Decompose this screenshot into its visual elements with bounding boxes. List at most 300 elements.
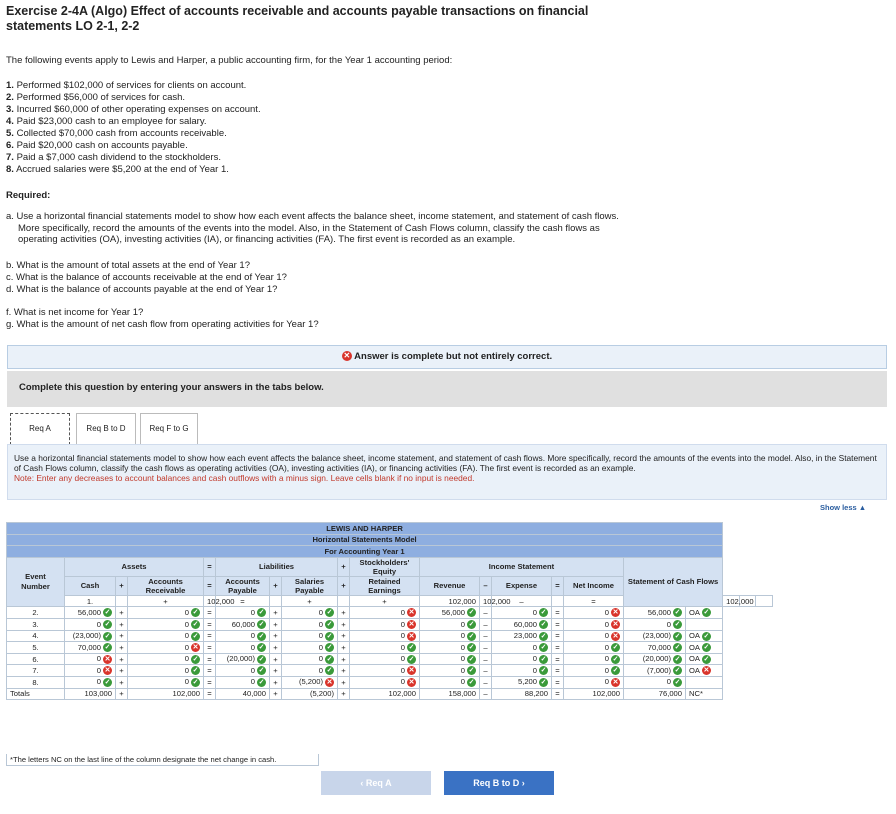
retained-earnings-cell (350, 688, 420, 700)
cash-cell[interactable] (65, 665, 116, 677)
correct-icon: ✓ (703, 632, 710, 640)
equals-symbol (552, 676, 564, 688)
accounts-payable-cell[interactable] (216, 642, 270, 654)
event-number-cell (7, 653, 65, 665)
cash-cell[interactable] (65, 653, 116, 665)
correct-icon: ✓ (408, 644, 415, 652)
model-company: LEWIS AND HARPER (7, 523, 723, 535)
cash-cell-value: 103,000 (84, 689, 112, 699)
incorrect-icon: ✕ (326, 678, 333, 686)
event-number: 7. (6, 152, 14, 163)
revenue-cell[interactable] (480, 595, 511, 607)
equals-symbol-value: = (555, 631, 560, 641)
revenue-cell-value: 0 (460, 677, 465, 687)
cash-cell (65, 688, 116, 700)
totals-label-value: Totals (10, 689, 30, 699)
plus-symbol-value: + (273, 666, 278, 676)
revenue-cell[interactable] (420, 618, 480, 630)
salaries-payable-cell-value: 0 (318, 607, 323, 617)
event-number-cell-value: 2. (32, 608, 39, 618)
minus-symbol (480, 630, 492, 642)
salaries-payable-cell[interactable] (282, 630, 338, 642)
plus-symbol: + (338, 557, 350, 576)
prev-button[interactable]: ‹ Req A (321, 771, 431, 795)
incorrect-icon: ✕ (612, 621, 619, 629)
cash-flow-cell[interactable] (624, 676, 686, 688)
cash-cell-value: 70,000 (77, 642, 101, 652)
cash-flow-cell[interactable] (624, 618, 686, 630)
cash-flow-class-cell[interactable] (686, 676, 723, 688)
cash-flow-cell-value: (7,000) (646, 665, 671, 675)
cash-flow-cell-value: 0 (666, 677, 671, 687)
equals-symbol (564, 595, 624, 607)
cash-flow-cell-value: 0 (666, 619, 671, 629)
minus-symbol (480, 676, 492, 688)
plus-symbol (116, 676, 128, 688)
expense-cell-value: 0 (532, 665, 537, 675)
accounts-payable-cell[interactable] (270, 595, 282, 607)
correct-icon: ✓ (258, 678, 265, 686)
accounts-payable-cell[interactable] (216, 676, 270, 688)
plus-symbol (270, 630, 282, 642)
correct-icon: ✓ (192, 632, 199, 640)
correct-icon: ✓ (468, 644, 475, 652)
accounts-payable-cell[interactable] (216, 630, 270, 642)
salaries-payable-cell-value: 0 (318, 619, 323, 629)
event-item (6, 80, 261, 92)
correct-icon: ✓ (468, 655, 475, 663)
correct-icon: ✓ (612, 655, 619, 663)
accounts-payable-cell[interactable] (216, 618, 270, 630)
expense-cell[interactable] (492, 642, 552, 654)
cash-cell[interactable] (65, 607, 116, 619)
plus-symbol-value: + (119, 654, 124, 664)
accounts-receivable-cell[interactable] (128, 630, 204, 642)
accounts-receivable-cell-value: 0 (184, 619, 189, 629)
cash-cell[interactable] (65, 642, 116, 654)
accounts-payable-cell-value: 40,000 (242, 689, 266, 699)
cash-flows-header: Statement of Cash Flows (624, 557, 723, 607)
plus-symbol (350, 595, 420, 607)
equals-symbol (552, 607, 564, 619)
cash-flow-cell[interactable] (624, 653, 686, 665)
equals-symbol (204, 665, 216, 677)
expense-cell-value: 0 (532, 607, 537, 617)
retained-earnings-cell[interactable] (350, 607, 420, 619)
equals-symbol-value: = (591, 596, 596, 606)
accounts-payable-header: Accounts Payable (216, 576, 270, 595)
accounts-receivable-cell-value: 0 (184, 631, 189, 641)
stockholders-equity-header: Stockholders' Equity (350, 557, 420, 576)
retained-earnings-cell[interactable] (350, 665, 420, 677)
retained-earnings-cell-value: 0 (400, 677, 405, 687)
accounts-receivable-cell[interactable] (204, 595, 235, 607)
salaries-payable-header: Salaries Payable (282, 576, 338, 595)
net-income-cell[interactable] (564, 618, 624, 630)
incorrect-icon: ✕ (408, 667, 415, 675)
cash-flow-class-cell-value: OA (689, 631, 700, 641)
accounts-receivable-cell[interactable] (128, 607, 204, 619)
correct-icon: ✓ (192, 667, 199, 675)
plus-symbol-value: + (119, 619, 124, 629)
correct-icon: ✓ (408, 655, 415, 663)
question-c: c. What is the balance of accounts receivable at the end of Year 1? (6, 272, 287, 283)
incorrect-icon: ✕ (612, 632, 619, 640)
salaries-payable-cell[interactable] (282, 607, 338, 619)
retained-earnings-cell[interactable] (350, 653, 420, 665)
event-item (6, 128, 261, 140)
cash-flow-cell[interactable] (624, 642, 686, 654)
question-b: b. What is the amount of total assets at the end of Year 1? (6, 260, 250, 271)
page-title: Exercise 2-4A (Algo) Effect of accounts receivable and accounts payable transactions on financial statements LO 2-1, 2-2 (6, 4, 589, 33)
revenue-cell-value: 102,000 (483, 596, 511, 606)
accounts-receivable-cell-value: 0 (184, 665, 189, 675)
equals-symbol-value: = (207, 608, 212, 618)
expense-cell[interactable] (492, 630, 552, 642)
correct-icon: ✓ (468, 632, 475, 640)
correct-icon: ✓ (540, 667, 547, 675)
plus-symbol (338, 630, 350, 642)
cash-flow-cell[interactable] (624, 607, 686, 619)
cash-flow-class-cell-value: OA (689, 607, 700, 617)
accounts-receivable-cell[interactable] (128, 618, 204, 630)
event-number: 1. (6, 80, 14, 91)
correct-icon: ✓ (540, 678, 547, 686)
accounts-receivable-cell (128, 688, 204, 700)
salaries-payable-cell-value: 0 (318, 631, 323, 641)
net-income-cell[interactable] (723, 595, 754, 607)
retained-earnings-cell[interactable] (350, 676, 420, 688)
plus-symbol (270, 642, 282, 654)
cash-flow-class-cell (686, 688, 723, 700)
tab-req-a[interactable]: Req A (10, 413, 70, 445)
correct-icon: ✓ (703, 609, 710, 617)
net-income-cell-value: 0 (604, 642, 609, 652)
cash-flow-class-cell[interactable] (686, 618, 723, 630)
plus-symbol-value: + (273, 642, 278, 652)
event-text: Collected $70,000 cash from accounts receivable. (16, 128, 227, 139)
plus-symbol (338, 665, 350, 677)
plus-symbol-value: + (273, 608, 278, 618)
cash-flow-cell[interactable] (624, 630, 686, 642)
cash-flow-class-cell-value: OA (689, 665, 700, 675)
table-row (7, 665, 773, 677)
correct-icon: ✓ (468, 667, 475, 675)
correct-icon: ✓ (468, 609, 475, 617)
net-income-cell (564, 688, 624, 700)
event-number: 6. (6, 140, 14, 151)
plus-symbol-value: + (119, 631, 124, 641)
revenue-cell-value: 0 (460, 665, 465, 675)
plus-symbol (270, 665, 282, 677)
plus-symbol: + (338, 576, 350, 595)
incorrect-icon: ✕ (408, 678, 415, 686)
net-income-cell-value: 102,000 (592, 689, 620, 699)
accounts-receivable-cell[interactable] (128, 676, 204, 688)
equals-symbol (204, 653, 216, 665)
plus-symbol: + (116, 576, 128, 595)
accounts-receivable-cell-value: 0 (184, 677, 189, 687)
equals-symbol-value: = (555, 654, 560, 664)
expense-cell[interactable] (492, 653, 552, 665)
plus-symbol-value: + (273, 677, 278, 687)
correct-icon: ✓ (326, 667, 333, 675)
plus-symbol (270, 653, 282, 665)
next-button[interactable]: Req B to D › (444, 771, 554, 795)
model-period: For Accounting Year 1 (7, 546, 723, 558)
retained-earnings-cell[interactable] (350, 642, 420, 654)
expense-header: Expense (492, 576, 552, 595)
cash-flow-cell-value: (23,000) (642, 631, 671, 641)
revenue-cell[interactable] (420, 607, 480, 619)
retained-earnings-cell-value: 0 (400, 654, 405, 664)
plus-symbol-value: + (382, 596, 387, 606)
table-row (7, 676, 773, 688)
correct-icon: ✓ (540, 632, 547, 640)
accounts-payable-cell-value: 0 (250, 607, 255, 617)
plus-symbol (128, 595, 204, 607)
minus-symbol (480, 665, 492, 677)
event-number-header: Event Number (7, 557, 65, 607)
accounts-receivable-cell[interactable] (128, 642, 204, 654)
plus-symbol (270, 688, 282, 700)
event-item (6, 116, 261, 128)
correct-icon: ✓ (192, 655, 199, 663)
salaries-payable-cell[interactable] (338, 595, 350, 607)
salaries-payable-cell[interactable] (282, 665, 338, 677)
retained-earnings-cell[interactable] (420, 595, 480, 607)
equals-symbol-value: = (207, 642, 212, 652)
equals-symbol: = (204, 557, 216, 576)
expense-cell-value: 60,000 (513, 619, 537, 629)
cash-cell[interactable] (65, 676, 116, 688)
cash-cell[interactable] (116, 595, 128, 607)
event-number-cell-value: 8. (32, 677, 39, 687)
event-number-cell (65, 595, 116, 607)
totals-row (7, 688, 773, 700)
event-text: Accrued salaries were $5,200 at the end of Year 1. (16, 164, 229, 175)
expense-cell[interactable] (492, 665, 552, 677)
accounts-payable-cell-value: 0 (250, 665, 255, 675)
accounts-payable-cell-value: 60,000 (231, 619, 255, 629)
retained-earnings-cell-value: 0 (400, 619, 405, 629)
correct-icon: ✓ (104, 632, 111, 640)
expense-cell[interactable] (492, 607, 552, 619)
cash-cell[interactable] (65, 618, 116, 630)
accounts-receivable-cell[interactable] (128, 665, 204, 677)
table-row (7, 642, 773, 654)
salaries-payable-cell-value: 0 (318, 665, 323, 675)
event-item (6, 92, 261, 104)
expense-cell-value: 0 (532, 654, 537, 664)
revenue-cell[interactable] (420, 653, 480, 665)
cash-flow-class-cell[interactable] (686, 607, 723, 619)
cash-cell-value: 0 (96, 619, 101, 629)
correct-icon: ✓ (612, 644, 619, 652)
cash-flow-class-cell-value: OA (689, 654, 700, 664)
revenue-cell[interactable] (420, 676, 480, 688)
table-row (7, 618, 773, 630)
expense-cell[interactable] (552, 595, 564, 607)
cash-header: Cash (65, 576, 116, 595)
equals-symbol-value: = (240, 596, 245, 606)
retained-earnings-cell-value: 0 (400, 642, 405, 652)
cash-cell[interactable] (65, 630, 116, 642)
event-item (6, 152, 261, 164)
correct-icon: ✓ (540, 609, 547, 617)
salaries-payable-cell[interactable] (282, 676, 338, 688)
equals-symbol (552, 688, 564, 700)
salaries-payable-cell[interactable] (282, 653, 338, 665)
equals-symbol-value: = (207, 631, 212, 641)
instruction-bar: Complete this question by entering your answers in the tabs below. (7, 371, 887, 407)
net-income-cell[interactable] (564, 607, 624, 619)
expense-cell-value: 88,200 (524, 689, 548, 699)
accounts-payable-cell[interactable] (216, 607, 270, 619)
event-number: 5. (6, 128, 14, 139)
tab-req-b-to-d[interactable]: Req B to D (76, 413, 136, 445)
event-number-cell-value: 4. (32, 631, 39, 641)
cash-flow-class-cell[interactable] (686, 665, 723, 677)
accounts-payable-cell[interactable] (216, 665, 270, 677)
revenue-cell[interactable] (420, 642, 480, 654)
net-income-header: Net Income (564, 576, 624, 595)
event-number-cell (7, 607, 65, 619)
revenue-cell[interactable] (420, 665, 480, 677)
retained-earnings-cell[interactable] (350, 618, 420, 630)
net-income-cell[interactable] (564, 642, 624, 654)
event-number-cell (7, 676, 65, 688)
accounts-payable-cell (216, 688, 270, 700)
cash-flow-class-cell[interactable] (686, 653, 723, 665)
equals-symbol-value: = (207, 677, 212, 687)
revenue-cell[interactable] (420, 630, 480, 642)
correct-icon: ✓ (674, 644, 681, 652)
event-number-cell-value: 6. (32, 654, 39, 664)
table-row (7, 607, 773, 619)
minus-symbol-value: – (483, 654, 488, 664)
expense-cell-value: 5,200 (517, 677, 537, 687)
minus-symbol-value: – (483, 689, 488, 699)
equals-symbol-value: = (555, 608, 560, 618)
accounts-receivable-cell[interactable] (128, 653, 204, 665)
plus-symbol (116, 688, 128, 700)
correct-icon: ✓ (326, 621, 333, 629)
expense-cell-value: 0 (532, 642, 537, 652)
equals-symbol-value: = (207, 689, 212, 699)
accounts-receivable-cell-value: 0 (184, 642, 189, 652)
equals-symbol-value: = (207, 619, 212, 629)
show-less-link[interactable]: Show less ▲ (820, 503, 867, 512)
tab-instructions (7, 444, 887, 500)
revenue-cell-value: 0 (460, 642, 465, 652)
plus-symbol-value: + (341, 666, 346, 676)
correct-icon: ✓ (674, 621, 681, 629)
expense-cell-value: 23,000 (513, 631, 537, 641)
retained-earnings-cell-value: 102,000 (388, 689, 416, 699)
table-row (7, 630, 773, 642)
correct-icon: ✓ (192, 609, 199, 617)
equals-symbol (204, 642, 216, 654)
plus-symbol-value: + (341, 642, 346, 652)
cash-flow-cell-value: 76,000 (658, 689, 682, 699)
retained-earnings-cell-value: 0 (400, 665, 405, 675)
plus-symbol-value: + (163, 596, 168, 606)
equals-symbol (204, 607, 216, 619)
incorrect-icon: ✕ (703, 667, 710, 675)
plus-symbol-value: + (273, 619, 278, 629)
plus-symbol-value: + (341, 619, 346, 629)
accounts-payable-cell[interactable] (216, 653, 270, 665)
cash-flow-class-cell[interactable] (756, 595, 773, 607)
minus-symbol-value: – (483, 631, 488, 641)
cash-flow-class-cell[interactable] (686, 642, 723, 654)
accounts-receivable-cell-value: 102,000 (207, 596, 235, 606)
question-d: d. What is the balance of accounts payable at the end of Year 1? (6, 284, 278, 295)
equals-symbol (204, 688, 216, 700)
plus-symbol (116, 642, 128, 654)
accounts-receivable-cell-value: 0 (184, 654, 189, 664)
event-number-cell (7, 630, 65, 642)
plus-symbol (270, 676, 282, 688)
minus-symbol-value: – (483, 619, 488, 629)
totals-label (7, 688, 65, 700)
net-income-cell-value: 0 (604, 665, 609, 675)
net-income-cell[interactable] (564, 630, 624, 642)
net-income-cell-value: 0 (604, 619, 609, 629)
incorrect-icon: ✕ (192, 644, 199, 652)
retained-earnings-cell[interactable] (350, 630, 420, 642)
plus-symbol-value: + (273, 631, 278, 641)
net-income-cell[interactable] (564, 653, 624, 665)
salaries-payable-cell (282, 688, 338, 700)
revenue-cell-value: 0 (460, 654, 465, 664)
event-item (6, 140, 261, 152)
correct-icon: ✓ (192, 621, 199, 629)
net-income-cell-value: 0 (604, 631, 609, 641)
required-label: Required: (6, 190, 51, 201)
plus-symbol: + (270, 576, 282, 595)
net-income-cell[interactable] (564, 676, 624, 688)
expense-cell[interactable] (492, 618, 552, 630)
correct-icon: ✓ (468, 678, 475, 686)
minus-symbol (480, 653, 492, 665)
plus-symbol-value: + (119, 677, 124, 687)
equals-symbol: = (204, 576, 216, 595)
plus-symbol-value: + (307, 596, 312, 606)
incorrect-icon: ✕ (408, 621, 415, 629)
equals-symbol-value: = (555, 619, 560, 629)
net-income-cell[interactable] (564, 665, 624, 677)
salaries-payable-cell[interactable] (282, 618, 338, 630)
intro-text: The following events apply to Lewis and Harper, a public accounting firm, for the Year 1 accounting period: (6, 55, 453, 66)
cash-flow-cell (624, 688, 686, 700)
salaries-payable-cell[interactable] (282, 642, 338, 654)
minus-symbol-value: – (483, 608, 488, 618)
correct-icon: ✓ (258, 609, 265, 617)
tab-req-f-to-g[interactable]: Req F to G (140, 413, 198, 445)
horizontal-statements-model (6, 522, 773, 700)
tab-note: Note: Enter any decreases to account balances and cash outflows with a minus sign. Leave cells blank if no input is needed. (14, 473, 475, 483)
expense-cell[interactable] (492, 676, 552, 688)
net-income-cell-value: 0 (604, 677, 609, 687)
cash-cell-value: 0 (96, 665, 101, 675)
event-number-cell (7, 642, 65, 654)
plus-symbol-value: + (273, 689, 278, 699)
accounts-payable-cell-value: 0 (250, 677, 255, 687)
cash-flow-cell[interactable] (624, 665, 686, 677)
cash-flow-class-cell[interactable] (686, 630, 723, 642)
